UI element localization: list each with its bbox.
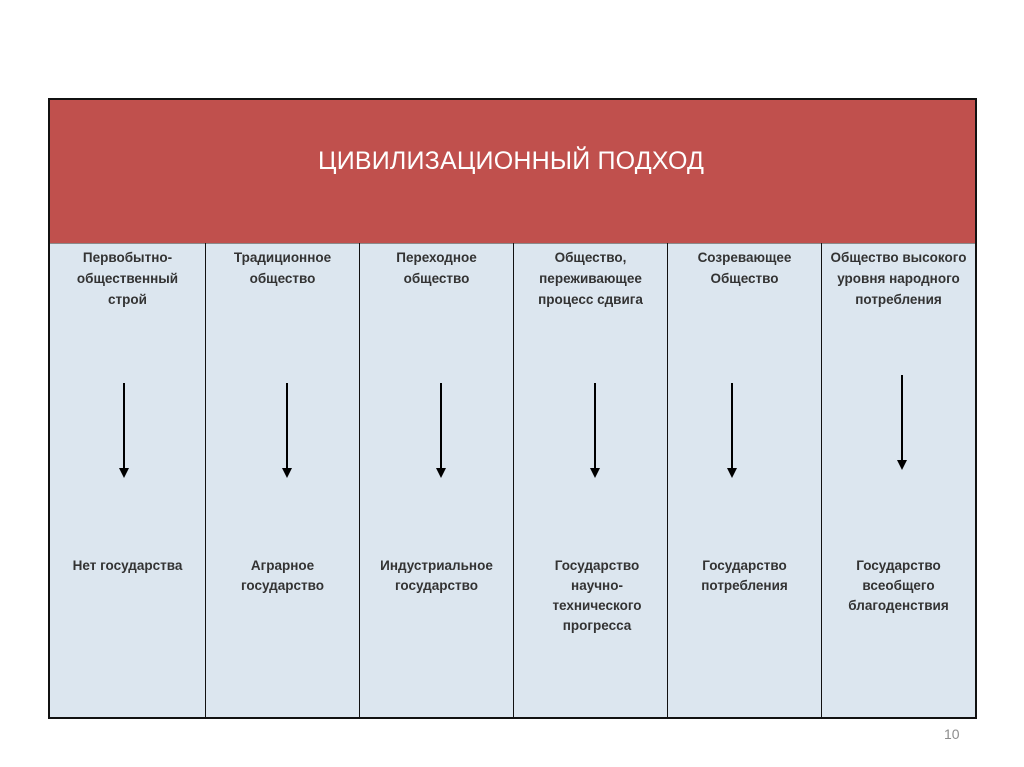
page-title: ЦИВИЛИЗАЦИОННЫЙ ПОДХОД <box>318 147 705 175</box>
column-6 <box>821 243 975 717</box>
down-arrow-icon <box>281 383 293 478</box>
result-label: Аграрное государство <box>240 558 324 593</box>
result-label: Государство всеобщего благоденствия <box>848 558 949 613</box>
down-arrow-icon <box>118 383 130 478</box>
stage-label: Переходное общество <box>396 250 477 286</box>
column-3 <box>359 243 513 717</box>
down-arrow-icon <box>589 383 601 478</box>
page-number: 10 <box>944 726 960 742</box>
column-2 <box>205 243 359 717</box>
result-label: Государство потребления <box>701 558 788 593</box>
result-label: Государство научно-технического прогресса <box>552 558 642 633</box>
stage-label: Общество, переживающее процесс сдвига <box>538 250 643 307</box>
result-label: Нет государства <box>72 558 183 573</box>
civilizational-approach-table <box>48 98 977 719</box>
stage-label: Общество высокого уровня народного потребления <box>830 250 967 307</box>
column-5 <box>667 243 821 717</box>
down-arrow-icon <box>435 383 447 478</box>
down-arrow-icon <box>726 383 738 478</box>
stage-label: Созревающее Общество <box>697 250 792 286</box>
table-header <box>50 100 975 244</box>
down-arrow-icon <box>896 375 908 470</box>
result-label: Индустриальное государство <box>380 558 493 593</box>
stage-label: Традиционное общество <box>233 250 332 286</box>
stage-label: Первобытно-общественный строй <box>76 250 179 307</box>
column-1 <box>50 243 205 717</box>
column-4 <box>513 243 667 717</box>
